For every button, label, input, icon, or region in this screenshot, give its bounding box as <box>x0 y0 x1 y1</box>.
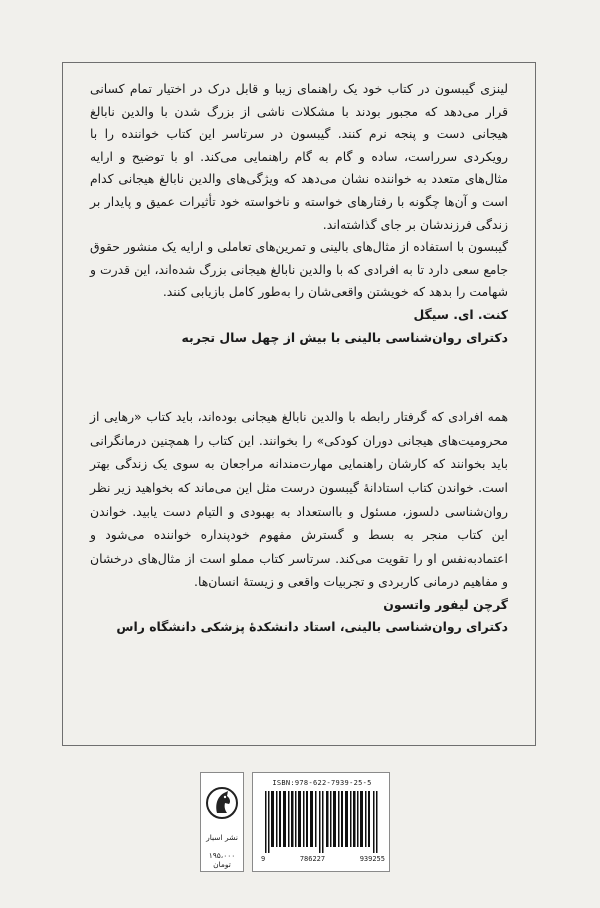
isbn-barcode <box>252 772 390 872</box>
publisher-logo <box>200 772 244 872</box>
reviewer-1-title: دکترای روان‌شناسی بالینی با بیش از چهل سال تجربه <box>181 329 508 345</box>
barcode-digit-group-1: 786227 <box>299 855 326 863</box>
barcode-icon <box>265 791 379 853</box>
publisher-name: نشر اسبار <box>206 833 238 842</box>
price: ۱۹۵،۰۰۰ تومان <box>208 851 236 869</box>
horse-head-icon <box>205 781 239 825</box>
review-1-paragraph-2: گیبسون با استفاده از مثال‌های بالینی و تمرین‌های تعاملی و ارایه یک منشور حقوق جامع سعی دارد تا به افرادی که با والدین نابالغ هیجانی بزرگ شده‌اند، این قدرت و شهامت را بدهد که خویشتن واقعی‌شان را به‌طور کامل بازیابی کنند. <box>90 239 508 300</box>
reviewer-2-name: گرچن لیفور واتسون <box>383 596 508 612</box>
barcode-digits <box>261 855 385 863</box>
reviewer-1-name: کنت. ای. سیگل <box>413 306 508 322</box>
reviewer-2-title: دکترای روان‌شناسی بالینی، استاد دانشکدهٔ پزشکی دانشگاه راس <box>116 619 508 635</box>
review-1-paragraph-1: لینزی گیبسون در کتاب خود یک راهنمای زیبا و قابل درک در اختیار تمام کسانی قرار می‌دهد که مجبور بودند با مشکلات ناشی از بزرگ شدن با والدین نابالغ هیجانی دست و پنجه نرم کنند. گیبسون در سرتاسر این کتاب خواننده را با رویکردی سرراست، ساده و گام به گام راهنمایی می‌کند. او با توضیح و ارایه مثال‌های متعدد به خواننده نشان می‌دهد که ویژگی‌های والدین نابالغ هیجانی کدام است و آن‌ها چگونه با رفتارهای خواسته و ناخواسته خود تأثیرات عمیق و پایدار بر زندگی فرزندشان بر جای گذاشته‌اند. <box>90 81 508 232</box>
barcode-digit-prefix: 9 <box>261 855 266 863</box>
review-2 <box>90 405 508 639</box>
barcode-digit-group-2: 939255 <box>359 855 385 863</box>
isbn-number: ISBN:978-622-7939-25-5 <box>272 779 372 787</box>
review-2-paragraph: همه افرادی که گرفتار رابطه با والدین نابالغ هیجانی بوده‌اند، باید کتاب «رهایی از محرومیت‌های هیجانی دوران کودکی» را بخوانند. این کتاب را همچنین درمانگرانی باید بخوانند که کارشان راهنمایی مهارت‌مندانه مراجعان به سوی یک زندگی بهتر است. خواندن کتاب استادانهٔ گیبسون درست مثل این می‌ماند که بخواهید زیر نظر روان‌شناسی دلسوز، مسئول و بااستعداد به بهبودی و التیام دست یابید. خواندن این کتاب منجر به بسط و گسترش مفهوم خودپنداره خواننده می‌شود و اعتمادبه‌نفس او را تقویت می‌کند. سرتاسر کتاب مملو است از مثال‌های درخشان و مفاهیم درمانی کاربردی و تجربیات واقعی و زیستهٔ انسان‌ها. <box>90 409 508 590</box>
footer <box>0 772 600 882</box>
review-1 <box>90 78 508 349</box>
back-cover-text <box>90 78 508 639</box>
